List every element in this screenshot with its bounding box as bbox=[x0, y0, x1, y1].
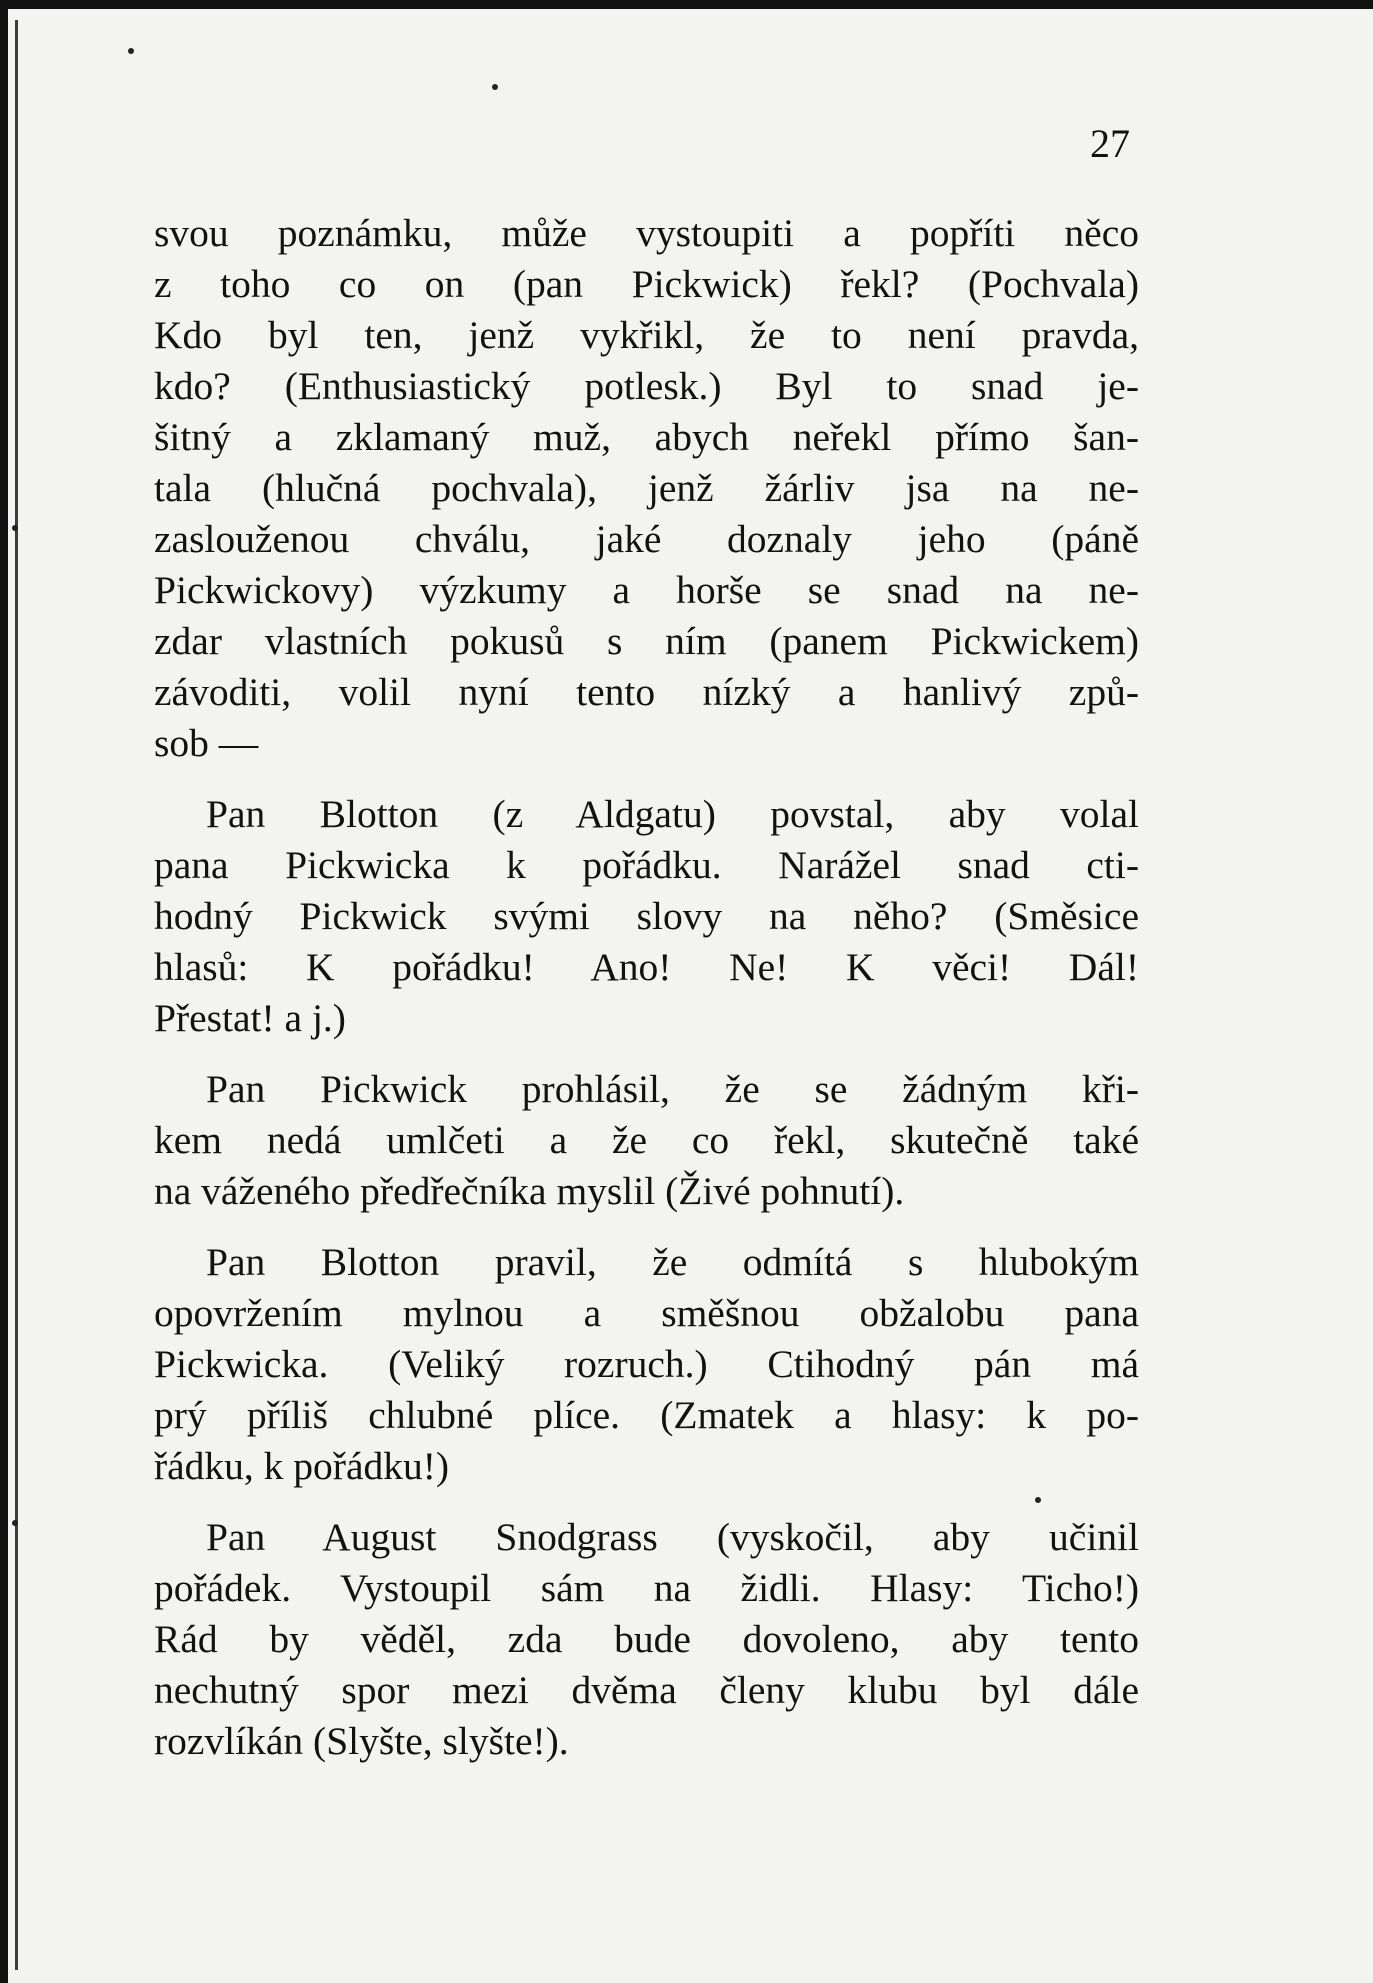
text-line: Rád by věděl, zda bude dovoleno, aby tento bbox=[154, 1617, 1139, 1661]
paragraph bbox=[154, 1237, 1139, 1492]
scan-speck bbox=[12, 1520, 18, 1526]
text-line: opovržením mylnou a směšnou obžalobu pana bbox=[154, 1291, 1139, 1335]
paragraph bbox=[154, 1512, 1139, 1767]
text-line: zaslouženou chválu, jaké doznaly jeho (páně bbox=[154, 517, 1139, 561]
text-line: tala (hlučná pochvala), jenž žárliv jsa na ne- bbox=[154, 466, 1139, 510]
text-line: kem nedá umlčeti a že co řekl, skutečně také bbox=[154, 1118, 1139, 1162]
text-line: pořádek. Vystoupil sám na židli. Hlasy: Ticho!) bbox=[154, 1566, 1139, 1610]
text-line: nechutný spor mezi dvěma členy klubu byl dále bbox=[154, 1668, 1139, 1712]
text-line: Přestat! a j.) bbox=[154, 996, 346, 1040]
paragraph bbox=[154, 208, 1139, 769]
text-line: Pickwickovy) výzkumy a horše se snad na ne- bbox=[154, 568, 1139, 612]
text-line: hlasů: K pořádku! Ano! Ne! K věci! Dál! bbox=[154, 945, 1139, 989]
text-line: sob — bbox=[154, 721, 259, 765]
binding-rule bbox=[15, 20, 18, 1970]
body-text bbox=[154, 208, 1139, 1787]
text-line: zdar vlastních pokusů s ním (panem Pickwickem) bbox=[154, 619, 1139, 663]
text-line: pana Pickwicka k pořádku. Narážel snad cti- bbox=[154, 843, 1139, 887]
text-line: Pan Blotton (z Aldgatu) povstal, aby volal bbox=[206, 792, 1139, 836]
scan-speck bbox=[492, 84, 498, 90]
text-line: Kdo byl ten, jenž vykřikl, že to není pravda, bbox=[154, 313, 1139, 357]
scan-left-edge bbox=[0, 0, 8, 1983]
paragraph bbox=[154, 789, 1139, 1044]
text-line: řádku, k pořádku!) bbox=[154, 1444, 450, 1488]
text-line: Pan Pickwick prohlásil, že se žádným kři- bbox=[206, 1067, 1139, 1111]
text-line: na váženého předřečníka myslil (Živé pohnutí). bbox=[154, 1169, 905, 1213]
text-line: kdo? (Enthusiastický potlesk.) Byl to snad je- bbox=[154, 364, 1139, 408]
text-line: z toho co on (pan Pickwick) řekl? (Pochvala) bbox=[154, 262, 1139, 306]
text-line: šitný a zklamaný muž, abych neřekl přímo šan- bbox=[154, 415, 1139, 459]
text-line: hodný Pickwick svými slovy na něho? (Směsice bbox=[154, 894, 1139, 938]
scan-speck bbox=[128, 48, 134, 54]
page-number: 27 bbox=[1090, 121, 1130, 166]
text-line: rozvlíkán (Slyšte, slyšte!). bbox=[154, 1719, 569, 1763]
paragraph bbox=[154, 1064, 1139, 1217]
text-line: Pickwicka. (Veliký rozruch.) Ctihodný pán má bbox=[154, 1342, 1139, 1386]
text-line: Pan Blotton pravil, že odmítá s hlubokým bbox=[206, 1240, 1139, 1284]
scan-speck bbox=[12, 525, 18, 531]
text-line: závoditi, volil nyní tento nízký a hanlivý způ- bbox=[154, 670, 1139, 714]
text-line: prý příliš chlubné plíce. (Zmatek a hlasy: k po- bbox=[154, 1393, 1139, 1437]
text-line: svou poznámku, může vystoupiti a popříti něco bbox=[154, 211, 1139, 255]
scan-top-edge bbox=[0, 0, 1373, 9]
text-line: Pan August Snodgrass (vyskočil, aby učinil bbox=[206, 1515, 1139, 1559]
